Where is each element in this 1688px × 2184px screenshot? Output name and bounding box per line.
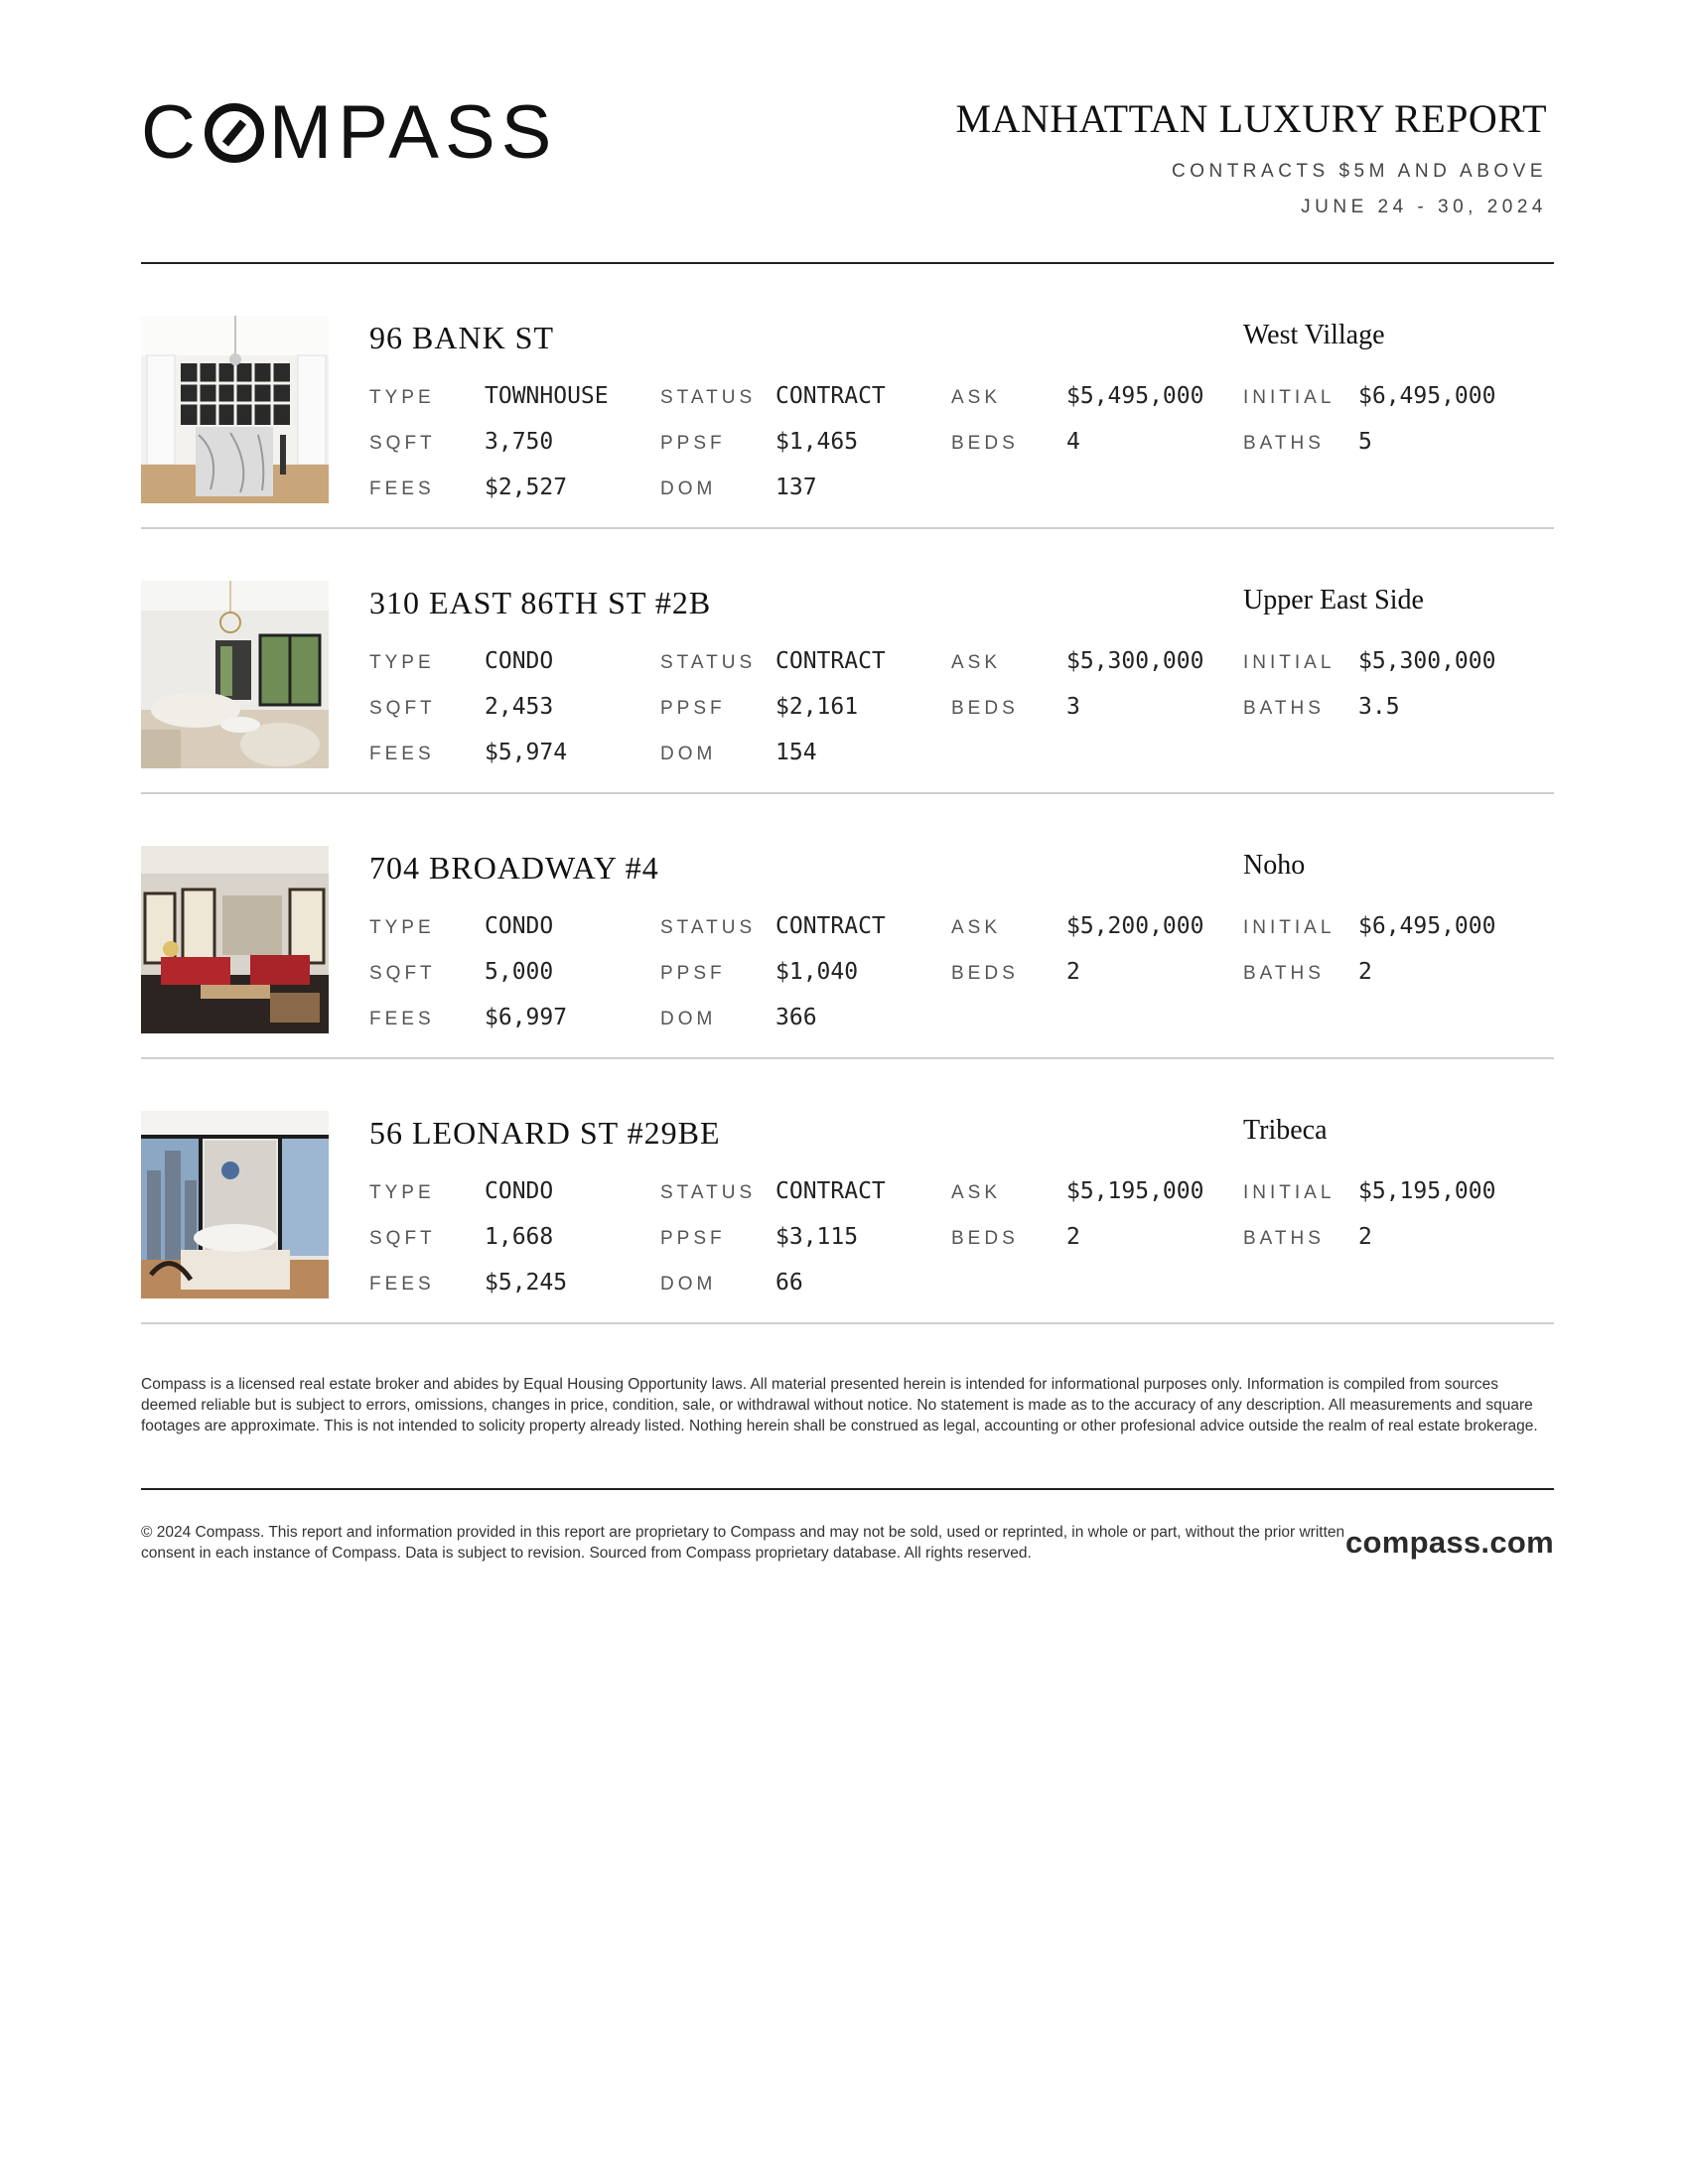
ask-label: ASK [951, 917, 1002, 938]
report-header [955, 97, 1547, 218]
compass-logo [141, 90, 558, 175]
ask-value: $5,200,000 [1066, 913, 1204, 939]
beds-label: BEDS [951, 1228, 1019, 1249]
listing-photo [141, 846, 329, 1033]
status-value: CONTRACT [775, 648, 886, 674]
sqft-value: 3,750 [485, 429, 554, 455]
logo-letters-mpass: MPASS [268, 90, 558, 175]
legal-disclaimer: Compass is a licensed real estate broker and abides by Equal Housing Opportunity laws. All material presented herein is intended for informational purposes only. Information is compiled from sources deemed reliable but is subject to errors, omissions, changes in price, condition, sale, or withdrawal without notice. No statement is made as to the accuracy of any description. All measurements and square footages are approximate. This is not intended to solicity property already listed. Nothing herein shall be construed as legal, accounting or other profesional advice outside the realm of real estate brokerage. [141, 1376, 1538, 1434]
initial-label: INITIAL [1243, 1182, 1336, 1203]
ppsf-value: $1,465 [775, 429, 859, 455]
initial-value: $5,300,000 [1358, 648, 1496, 674]
type-value: CONDO [485, 648, 554, 674]
type-value: CONDO [485, 1178, 554, 1204]
fees-label: FEES [369, 1009, 435, 1029]
status-label: STATUS [660, 387, 757, 408]
listing-address: 56 LEONARD ST #29BE [369, 1115, 721, 1151]
ppsf-value: $3,115 [775, 1224, 859, 1250]
logo-letter-c: C [141, 90, 202, 175]
baths-label: BATHS [1243, 433, 1325, 454]
report-date-range: JUNE 24 - 30, 2024 [1301, 197, 1547, 217]
fees-value: $5,245 [485, 1270, 568, 1296]
ppsf-label: PPSF [660, 1228, 726, 1249]
copyright-notice: © 2024 Compass. This report and information provided in this report are proprietary to Compass and may not be sold, used or reprinted, in whole or part, without the prior written consent in each instance of Compass. Data is subject to revision. Sourced from Compass proprietary database. All rights reserved. [141, 1524, 1345, 1562]
dom-value: 66 [775, 1270, 803, 1296]
dom-label: DOM [660, 478, 717, 499]
sqft-label: SQFT [369, 1228, 436, 1249]
baths-value: 3.5 [1358, 694, 1400, 720]
listing-neighborhood: West Village [1243, 320, 1385, 350]
ask-value: $5,195,000 [1066, 1178, 1204, 1204]
beds-label: BEDS [951, 963, 1019, 984]
listings-list [141, 264, 1554, 1324]
ask-label: ASK [951, 387, 1002, 408]
initial-label: INITIAL [1243, 652, 1336, 673]
listing-photo [141, 581, 329, 768]
sqft-value: 5,000 [485, 959, 554, 985]
baths-label: BATHS [1243, 963, 1325, 984]
sqft-label: SQFT [369, 698, 436, 719]
fees-value: $5,974 [485, 740, 568, 765]
dom-value: 137 [775, 475, 817, 500]
ask-value: $5,300,000 [1066, 648, 1204, 674]
initial-label: INITIAL [1243, 917, 1336, 938]
baths-label: BATHS [1243, 698, 1325, 719]
status-value: CONTRACT [775, 1178, 886, 1204]
type-label: TYPE [369, 1182, 435, 1203]
ppsf-label: PPSF [660, 698, 726, 719]
status-label: STATUS [660, 1182, 757, 1203]
type-value: TOWNHOUSE [485, 383, 609, 409]
listing-item [141, 529, 1554, 794]
dom-value: 154 [775, 740, 817, 765]
listing-item [141, 1059, 1554, 1324]
listing-photo [141, 316, 329, 503]
baths-value: 5 [1358, 429, 1372, 455]
status-label: STATUS [660, 652, 757, 673]
listing-address: 96 BANK ST [369, 320, 555, 355]
dom-value: 366 [775, 1005, 817, 1030]
fees-value: $2,527 [485, 475, 568, 500]
beds-value: 2 [1066, 1224, 1080, 1250]
dom-label: DOM [660, 744, 717, 764]
type-label: TYPE [369, 652, 435, 673]
beds-label: BEDS [951, 433, 1019, 454]
baths-value: 2 [1358, 1224, 1372, 1250]
status-value: CONTRACT [775, 383, 886, 409]
initial-value: $6,495,000 [1358, 913, 1496, 939]
type-value: CONDO [485, 913, 554, 939]
listing-neighborhood: Noho [1243, 850, 1306, 881]
beds-value: 2 [1066, 959, 1080, 985]
listing-neighborhood: Tribeca [1243, 1115, 1328, 1146]
ppsf-value: $1,040 [775, 959, 859, 985]
listing-address: 310 EAST 86TH ST #2B [369, 585, 712, 620]
status-label: STATUS [660, 917, 757, 938]
fees-label: FEES [369, 744, 435, 764]
report-title: MANHATTAN LUXURY REPORT [955, 96, 1547, 141]
sqft-value: 1,668 [485, 1224, 554, 1250]
initial-label: INITIAL [1243, 387, 1336, 408]
fees-label: FEES [369, 478, 435, 499]
beds-value: 4 [1066, 429, 1080, 455]
compass-o-icon [204, 102, 265, 164]
listing-neighborhood: Upper East Side [1243, 585, 1424, 615]
baths-label: BATHS [1243, 1228, 1325, 1249]
listing-photo [141, 1111, 329, 1298]
type-label: TYPE [369, 387, 435, 408]
beds-label: BEDS [951, 698, 1019, 719]
ppsf-label: PPSF [660, 433, 726, 454]
initial-value: $6,495,000 [1358, 383, 1496, 409]
ppsf-value: $2,161 [775, 694, 859, 720]
sqft-label: SQFT [369, 963, 436, 984]
footer-divider [141, 1488, 1554, 1490]
sqft-value: 2,453 [485, 694, 554, 720]
fees-label: FEES [369, 1274, 435, 1295]
website-link[interactable]: compass.com [1344, 1525, 1554, 1560]
ask-value: $5,495,000 [1066, 383, 1204, 409]
beds-value: 3 [1066, 694, 1080, 720]
report-subtitle: CONTRACTS $5M AND ABOVE [1171, 161, 1547, 182]
dom-label: DOM [660, 1274, 717, 1295]
baths-value: 2 [1358, 959, 1372, 985]
fees-value: $6,997 [485, 1005, 568, 1030]
ask-label: ASK [951, 1182, 1002, 1203]
ppsf-label: PPSF [660, 963, 726, 984]
listing-item [141, 264, 1554, 529]
listing-item [141, 794, 1554, 1059]
dom-label: DOM [660, 1009, 717, 1029]
listing-address: 704 BROADWAY #4 [369, 850, 659, 886]
ask-label: ASK [951, 652, 1002, 673]
initial-value: $5,195,000 [1358, 1178, 1496, 1204]
sqft-label: SQFT [369, 433, 436, 454]
status-value: CONTRACT [775, 913, 886, 939]
type-label: TYPE [369, 917, 435, 938]
